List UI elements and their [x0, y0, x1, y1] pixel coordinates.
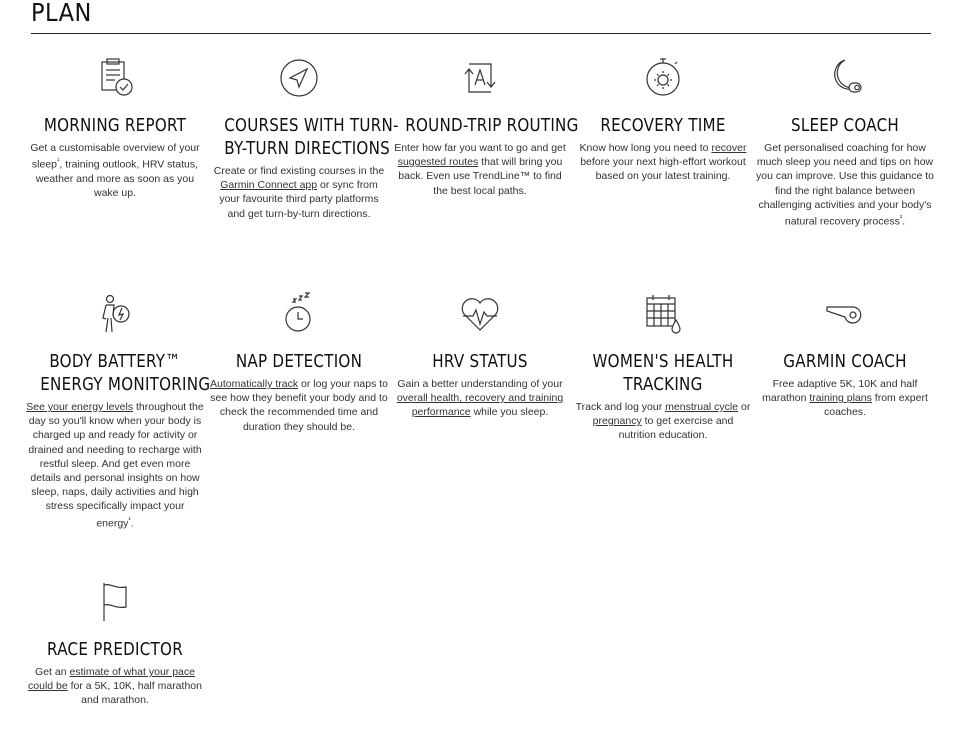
page-title: PLAN: [31, 0, 92, 27]
description-text: Know how long you need to: [579, 142, 712, 154]
description-text: Get a customisable overview of your sleep: [30, 142, 200, 171]
description-text: to get exercise and nutrition education.: [618, 415, 734, 442]
feature-description: [26, 141, 204, 200]
description-text: or sync from your favourite third party platforms and get turn-by-turn directions.: [219, 179, 379, 220]
description-link[interactable]: Garmin Connect app: [220, 179, 318, 192]
clipboard-check-icon: [93, 56, 137, 100]
calendar-drop-icon: [641, 292, 685, 336]
description-link[interactable]: estimate of what your pace could be: [28, 666, 195, 693]
heart-rate-icon: [458, 292, 502, 336]
feature-title-line: WOMEN'S HEALTH: [592, 351, 734, 372]
feature-title-line: SLEEP COACH: [790, 115, 900, 136]
feature-title: [770, 114, 920, 137]
feature-title-line: BY-TURN DIRECTIONS: [224, 138, 390, 159]
feature-description: [756, 377, 934, 420]
description-text: .: [902, 215, 906, 228]
description-link[interactable]: training plans: [809, 392, 872, 405]
description-link[interactable]: Automatically track: [210, 378, 299, 390]
feature-title: [588, 350, 738, 396]
title-divider: [31, 33, 931, 34]
description-link[interactable]: suggested routes: [397, 156, 479, 169]
nap-clock-zzz-icon: [277, 292, 321, 336]
stopwatch-sun-icon: [641, 56, 685, 100]
description-text: or: [738, 401, 751, 413]
description-text: Free adaptive 5K, 10K and half marathon: [762, 378, 918, 405]
feature-title-line: ROUND-TRIP ROUTING: [405, 115, 579, 136]
feature-description: [26, 665, 204, 708]
description-text: while you sleep.: [470, 406, 549, 419]
feature-hrv-status: [391, 292, 569, 420]
navigation-arrow-icon: [277, 56, 321, 100]
moon-sleep-icon: [823, 56, 867, 100]
description-text: or log your naps to see how they benefit your body and to check the recommended time and duration they should be.: [210, 378, 389, 433]
feature-title: [405, 114, 579, 137]
footnote-marker: ²: [899, 215, 903, 223]
feature-title-line: MORNING REPORT: [43, 115, 187, 136]
description-link[interactable]: menstrual cycle: [665, 401, 739, 413]
feature-title-line: HRV STATUS: [432, 351, 528, 372]
feature-description: [756, 141, 934, 229]
description-text: Get personalised coaching for how much sleep you need and tips on how you can improve. Use this guidance to find the right balance between challenging activities and your body's natural recovery process: [756, 142, 935, 228]
footnote-marker: ¹: [57, 158, 60, 166]
feature-courses: [210, 56, 399, 221]
description-link[interactable]: See your energy levels: [26, 401, 134, 413]
description-text: .: [130, 517, 134, 530]
description-text: for a 5K, 10K, half marathon and marathon.: [67, 680, 202, 707]
round-trip-route-icon: [458, 56, 502, 100]
feature-sleep-coach: [756, 56, 934, 229]
feature-round-trip-routing: [391, 56, 579, 198]
description-text: throughout the day so you'll know when your body is charged up and ready for activity or drained and needing to recharge with restful sleep. And get even more details and personal insights on how sleep, naps, daily activities and high stress specifically impact your energy: [28, 401, 204, 530]
description-text: Get an: [35, 666, 70, 678]
feature-title-line: COURSES WITH TURN-: [224, 115, 399, 136]
finish-flag-icon: [93, 580, 137, 624]
description-link[interactable]: recover: [711, 142, 747, 154]
feature-body-battery: [26, 292, 211, 530]
footnote-marker: ¹: [128, 516, 131, 524]
description-text: , training outlook, HRV status, weather and more as soon as you wake up.: [35, 158, 199, 200]
whistle-icon: [823, 292, 867, 336]
feature-morning-report: [26, 56, 204, 200]
feature-nap-detection: [210, 292, 388, 434]
body-battery-person-icon: [93, 292, 137, 336]
feature-race-predictor: [26, 580, 204, 708]
feature-description: [391, 377, 569, 420]
feature-title-line: ENERGY MONITORING: [40, 374, 211, 395]
feature-title: [770, 350, 920, 373]
feature-title: [588, 114, 738, 137]
feature-description: [26, 400, 204, 530]
feature-description: [574, 400, 752, 443]
feature-title: [40, 350, 211, 396]
description-link[interactable]: overall health, recovery and training performance: [396, 392, 564, 419]
description-text: that will bring you back. Even use TrendLine™ to find the best local paths.: [398, 156, 563, 197]
feature-title-line: RECOVERY TIME: [600, 115, 726, 136]
description-link[interactable]: pregnancy: [592, 415, 642, 428]
feature-title-line: RACE PREDICTOR: [47, 639, 183, 660]
feature-title: [224, 114, 399, 160]
feature-title-line: NAP DETECTION: [235, 351, 363, 372]
feature-title-line: TRACKING: [623, 374, 703, 395]
description-text: Enter how far you want to go and get: [394, 142, 566, 154]
description-text: Track and log your: [575, 401, 666, 413]
feature-womens-health: [574, 292, 752, 443]
description-text: Create or find existing courses in the: [213, 165, 385, 177]
feature-title: [40, 638, 190, 661]
feature-title: [224, 350, 374, 373]
feature-garmin-coach: [756, 292, 934, 420]
feature-title-line: BODY BATTERY™: [49, 351, 181, 372]
feature-recovery-time: [574, 56, 752, 184]
feature-title-line: GARMIN COACH: [783, 351, 907, 372]
feature-description: [210, 377, 388, 434]
feature-title: [405, 350, 555, 373]
feature-description: [210, 164, 388, 221]
description-text: Gain a better understanding of your: [397, 378, 563, 390]
description-text: before your next high-effort workout based on your latest training.: [580, 156, 746, 183]
feature-title: [40, 114, 190, 137]
description-text: from expert coaches.: [823, 392, 928, 419]
feature-description: [574, 141, 752, 184]
feature-description: [391, 141, 569, 198]
